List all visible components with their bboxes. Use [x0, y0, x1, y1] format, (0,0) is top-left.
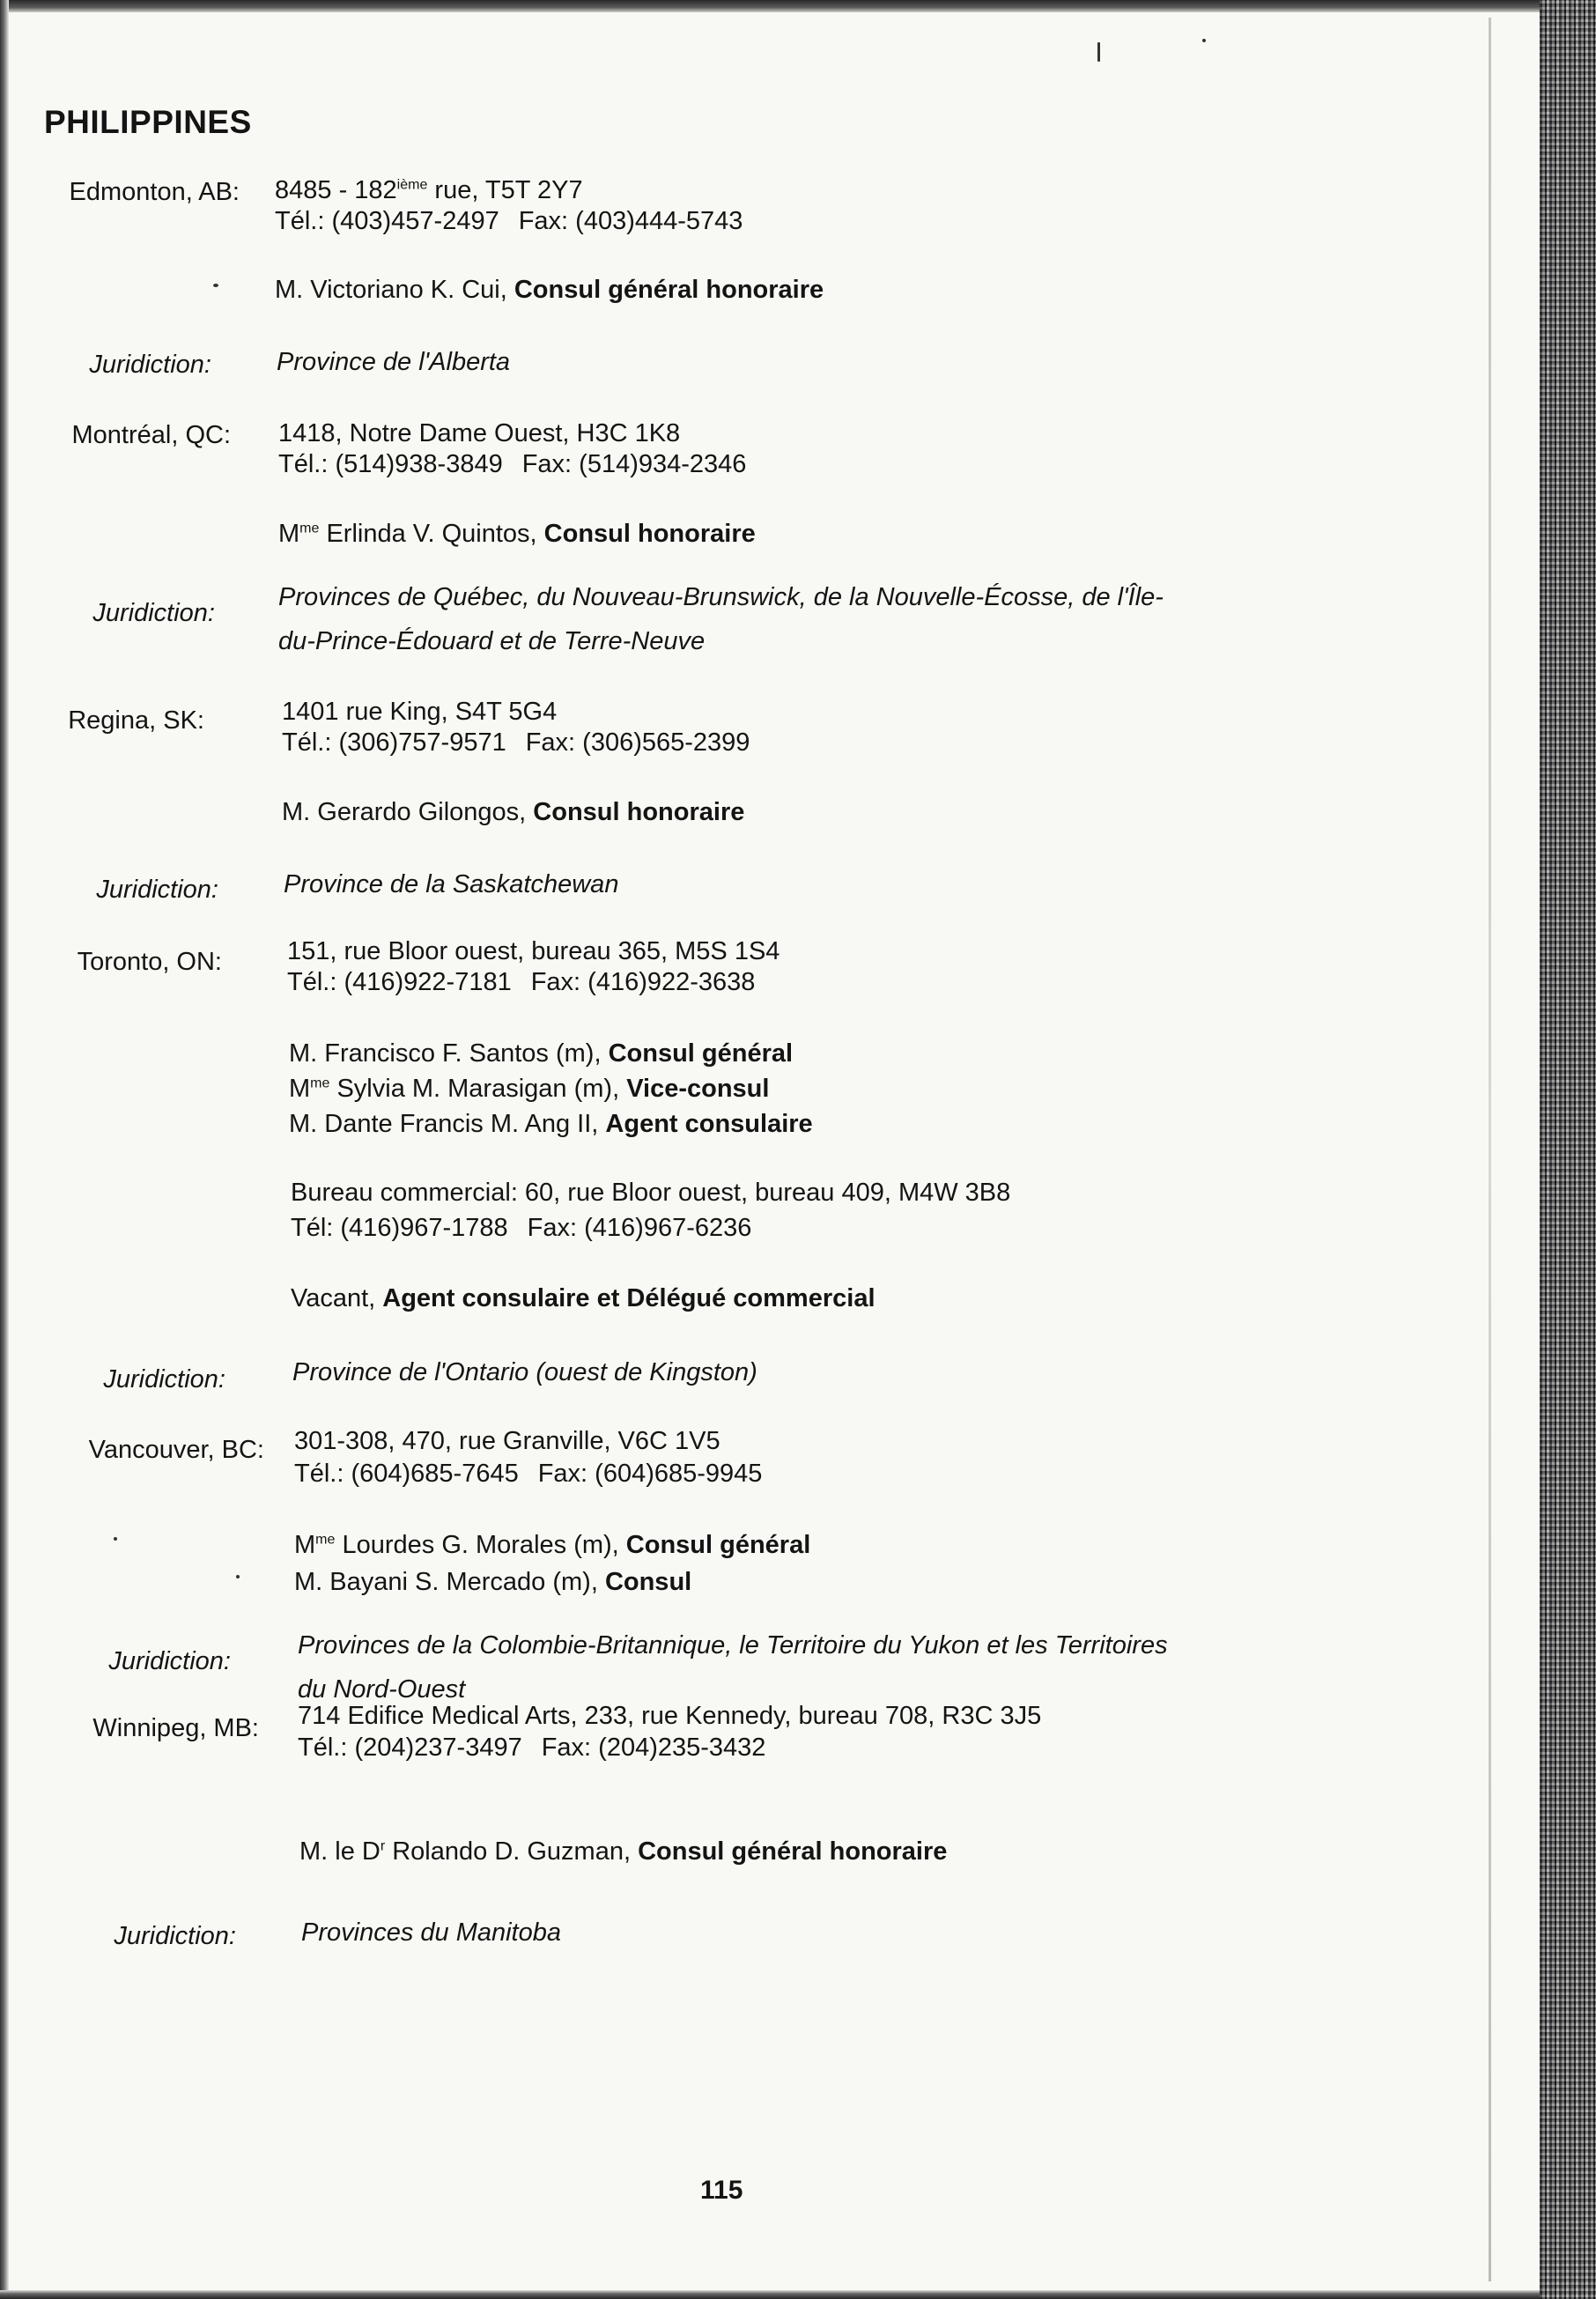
scan-speck [114, 1537, 117, 1541]
city-label: Toronto, ON: [77, 948, 222, 976]
jurisdiction-label: Juridiction: [103, 1365, 225, 1393]
commercial-office-line: Bureau commercial: 60, rue Bloor ouest, bureau 409, M4W 3B8 [291, 1179, 1011, 1207]
address-line: 1418, Notre Dame Ouest, H3C 1K8 [278, 419, 681, 447]
jurisdiction-text: Provinces de Québec, du Nouveau-Brunswick, de la Nouvelle-Écosse, de l'Île- [278, 583, 1164, 611]
page-number: 115 [700, 2176, 743, 2205]
city-label: Regina, SK: [68, 706, 204, 735]
address-line: 8485 - 182ième rue, T5T 2Y7 [275, 176, 583, 204]
address-line: 714 Edifice Medical Arts, 233, rue Kennedy, bureau 708, R3C 3J5 [298, 1702, 1042, 1730]
jurisdiction-text: Provinces du Manitoba [301, 1918, 561, 1947]
page-fold-line [1489, 18, 1491, 2281]
jurisdiction-label: Juridiction: [89, 351, 211, 379]
official-line: Vacant, Agent consulaire et Délégué commercial [291, 1284, 876, 1312]
address-line: 1401 rue King, S4T 5G4 [282, 698, 558, 726]
city-label: Montréal, QC: [71, 421, 231, 449]
jurisdiction-label: Juridiction: [108, 1647, 231, 1675]
phone-fax-line: Tél.: (204)237-3497 Fax: (204)235-3432 [298, 1733, 766, 1762]
official-line: M. Victoriano K. Cui, Consul général honoraire [275, 276, 824, 304]
official-line: M. le $D^r$ Rolando D. Guzman, Consul général honoraire [299, 1837, 948, 1866]
jurisdiction-label: Juridiction: [96, 876, 218, 904]
scan-speck [1097, 42, 1100, 62]
official-line: $M^{me}$ Sylvia M. Marasigan (m), Vice-consul [289, 1075, 770, 1103]
official-line: $M^{me}$ Erlinda V. Quintos, Consul honoraire [278, 520, 756, 548]
scan-speck [236, 1575, 240, 1578]
phone-fax-line: Tél.: (604)685-7645 Fax: (604)685-9945 [294, 1460, 763, 1488]
address-line: 151, rue Bloor ouest, bureau 365, M5S 1S4 [287, 937, 780, 965]
jurisdiction-text: Province de l'Ontario (ouest de Kingston) [292, 1358, 757, 1386]
city-label: Vancouver, BC: [88, 1436, 264, 1464]
jurisdiction-label: Juridiction: [114, 1922, 236, 1950]
phone-fax-line: Tél.: (403)457-2497 Fax: (403)444-5743 [275, 207, 743, 235]
official-line: M. Francisco F. Santos (m), Consul général [289, 1039, 794, 1068]
scan-edge-top [0, 0, 1596, 12]
official-line: M. Dante Francis M. Ang II, Agent consulaire [289, 1110, 813, 1138]
jurisdiction-text: du Nord-Ouest [298, 1675, 466, 1704]
address-line: 301-308, 470, rue Granville, V6C 1V5 [294, 1427, 720, 1455]
scan-edge-right [1540, 0, 1596, 2299]
page-title: PHILIPPINES [44, 104, 252, 140]
official-line: $M^{me}$ Lourdes G. Morales (m), Consul général [294, 1531, 811, 1559]
scan-edge-bottom [0, 2290, 1596, 2299]
city-label: Edmonton, AB: [69, 178, 240, 206]
phone-fax-line: Tél.: (416)922-7181 Fax: (416)922-3638 [287, 968, 756, 996]
phone-fax-line: Tél.: (306)757-9571 Fax: (306)565-2399 [282, 728, 750, 757]
official-line: M. Gerardo Gilongos, Consul honoraire [282, 798, 745, 826]
phone-fax-line: Tél: (416)967-1788 Fax: (416)967-6236 [291, 1214, 752, 1242]
jurisdiction-text: du-Prince-Édouard et de Terre-Neuve [278, 627, 706, 655]
phone-fax-line: Tél.: (514)938-3849 Fax: (514)934-2346 [278, 450, 747, 478]
jurisdiction-text: Provinces de la Colombie-Britannique, le Territoire du Yukon et les Territoires [298, 1631, 1168, 1660]
scan-speck [213, 284, 218, 287]
city-label: Winnipeg, MB: [92, 1714, 259, 1742]
scan-edge-left [0, 0, 9, 2299]
scan-speck [1202, 39, 1206, 42]
jurisdiction-text: Province de l'Alberta [277, 348, 511, 376]
jurisdiction-label: Juridiction: [92, 599, 215, 627]
official-line: M. Bayani S. Mercado (m), Consul [294, 1568, 692, 1596]
jurisdiction-text: Province de la Saskatchewan [284, 870, 619, 898]
